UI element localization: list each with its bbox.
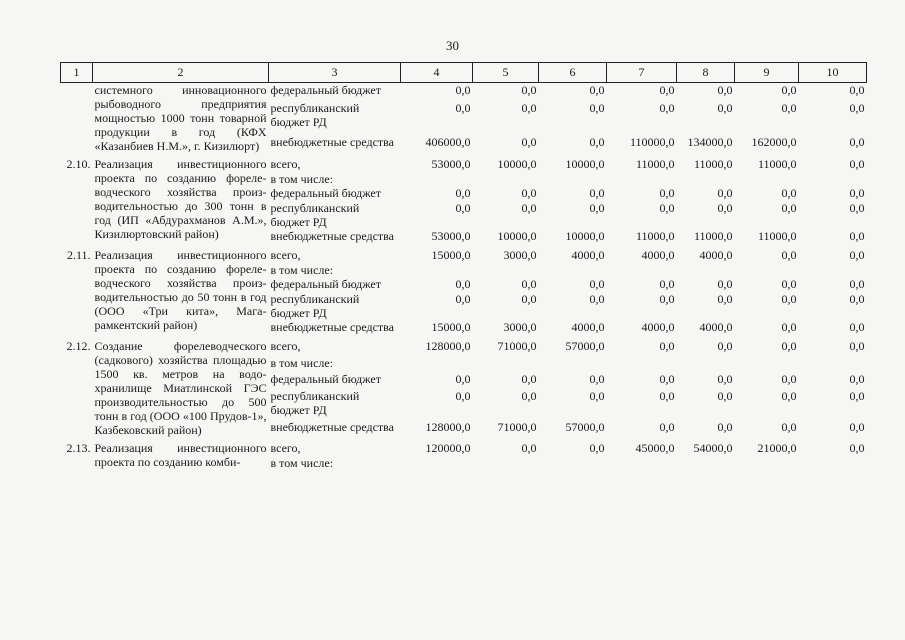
- amount-cell: 0,0: [521, 292, 537, 306]
- funding-source: в том числе:: [270, 355, 334, 370]
- amount-cell: 4000,0: [571, 320, 605, 334]
- amount-cell: 0,0: [717, 339, 733, 353]
- amount-cell: 10000,0: [497, 229, 537, 243]
- amount-cell: 0,0: [521, 134, 537, 149]
- funding-source: внебюджетные средства: [270, 229, 394, 243]
- amount-cell: [401, 456, 473, 470]
- amount-cell: 0,0: [589, 134, 605, 149]
- funding-source: республиканский бюджет РД: [270, 388, 360, 417]
- amount-cell: 0,0: [589, 371, 605, 386]
- amount-cell: [607, 356, 677, 372]
- header-row: [61, 63, 867, 83]
- amount-cell: 15000,0: [431, 248, 471, 262]
- amount-cell: 0,0: [781, 277, 797, 291]
- table-body: [61, 83, 867, 471]
- amount-cell: 0,0: [659, 388, 675, 403]
- amount-cell: 0,0: [521, 186, 537, 200]
- header-cell: 9: [735, 63, 799, 83]
- funding-source: всего,: [270, 339, 301, 353]
- amount-cell: 0,0: [849, 339, 865, 353]
- amount-cell: 11000,0: [635, 157, 675, 171]
- amount-cell: 0,0: [455, 292, 471, 306]
- funding-source: внебюджетные средства: [270, 134, 394, 149]
- amount-cell: 11000,0: [757, 229, 797, 243]
- amount-cell: 0,0: [849, 292, 865, 306]
- header-cell: 6: [539, 63, 607, 83]
- amount-cell: 0,0: [717, 277, 733, 291]
- amount-cell: 10000,0: [565, 229, 605, 243]
- amount-cell: 0,0: [781, 83, 797, 97]
- amount-cell: 0,0: [717, 186, 733, 200]
- amount-cell: 0,0: [455, 201, 471, 215]
- amount-cell: 0,0: [849, 320, 865, 334]
- amount-cell: 120000,0: [425, 441, 471, 455]
- amount-cell: 0,0: [455, 277, 471, 291]
- amount-cell: 53000,0: [431, 157, 471, 171]
- funding-source: в том числе:: [270, 456, 334, 470]
- amount-cell: [539, 172, 607, 186]
- amount-cell: 0,0: [521, 83, 537, 97]
- amount-cell: [735, 356, 799, 372]
- item-description: Создание форелеводческого (садкового) хозяйства площадью 1500 кв. метров на водохранилище Миатлинской ГЭС производительностью до 500 тонн в год (ООО «100 Прудов-1», Казбековский район): [94, 339, 267, 437]
- funding-source: всего,: [270, 248, 301, 262]
- amount-cell: 0,0: [849, 388, 865, 403]
- amount-cell: 3000,0: [503, 248, 537, 262]
- amount-cell: [735, 456, 799, 470]
- funding-source: федеральный бюджет: [270, 186, 381, 200]
- amount-cell: [607, 456, 677, 470]
- amount-cell: 0,0: [659, 101, 675, 116]
- amount-cell: 0,0: [717, 83, 733, 97]
- item-number: 2.12.: [66, 339, 91, 353]
- amount-cell: 162000,0: [751, 134, 797, 149]
- amount-cell: [539, 356, 607, 372]
- amount-cell: 0,0: [521, 388, 537, 403]
- amount-cell: 0,0: [781, 371, 797, 386]
- table-row: [61, 248, 867, 263]
- funding-source: федеральный бюджет: [270, 371, 381, 386]
- amount-cell: [539, 456, 607, 470]
- amount-cell: 0,0: [589, 277, 605, 291]
- amount-cell: 0,0: [717, 201, 733, 215]
- amount-cell: 0,0: [589, 201, 605, 215]
- amount-cell: 57000,0: [565, 420, 605, 435]
- amount-cell: [473, 172, 539, 186]
- table-row: [61, 339, 867, 356]
- amount-cell: [473, 456, 539, 470]
- header-cell: 1: [61, 63, 93, 83]
- amount-cell: [677, 172, 735, 186]
- amount-cell: 0,0: [717, 101, 733, 116]
- amount-cell: 11000,0: [693, 157, 733, 171]
- funding-source: в том числе:: [270, 263, 334, 277]
- amount-cell: 10000,0: [497, 157, 537, 171]
- amount-cell: [401, 356, 473, 372]
- amount-cell: 4000,0: [699, 320, 733, 334]
- amount-cell: 3000,0: [503, 320, 537, 334]
- table-header: [61, 63, 867, 83]
- amount-cell: 0,0: [589, 83, 605, 97]
- amount-cell: 10000,0: [565, 157, 605, 171]
- header-cell: 3: [269, 63, 401, 83]
- amount-cell: 0,0: [659, 371, 675, 386]
- amount-cell: [539, 263, 607, 277]
- header-cell: 10: [799, 63, 867, 83]
- amount-cell: 15000,0: [431, 320, 471, 334]
- amount-cell: 0,0: [521, 277, 537, 291]
- amount-cell: 0,0: [659, 292, 675, 306]
- funding-source: федеральный бюджет: [270, 83, 381, 97]
- amount-cell: 0,0: [659, 201, 675, 215]
- funding-source: внебюджетные средства: [270, 420, 394, 435]
- amount-cell: 11000,0: [757, 157, 797, 171]
- funding-source: всего,: [270, 441, 301, 455]
- amount-cell: [799, 172, 867, 186]
- funding-source: республиканский бюджет РД: [270, 201, 360, 229]
- amount-cell: 0,0: [717, 292, 733, 306]
- amount-cell: 53000,0: [431, 229, 471, 243]
- amount-cell: 0,0: [849, 277, 865, 291]
- amount-cell: 0,0: [589, 186, 605, 200]
- amount-cell: [607, 263, 677, 277]
- amount-cell: 0,0: [849, 134, 865, 149]
- header-cell: 2: [93, 63, 269, 83]
- amount-cell: [677, 356, 735, 372]
- funding-source: внебюджетные средства: [270, 320, 394, 334]
- amount-cell: 0,0: [589, 441, 605, 455]
- amount-cell: 0,0: [781, 388, 797, 403]
- budget-table-sheet: [60, 62, 866, 470]
- amount-cell: 0,0: [455, 101, 471, 116]
- amount-cell: [735, 172, 799, 186]
- amount-cell: [607, 172, 677, 186]
- amount-cell: 11000,0: [635, 229, 675, 243]
- amount-cell: 4000,0: [641, 320, 675, 334]
- amount-cell: 0,0: [589, 388, 605, 403]
- header-cell: 7: [607, 63, 677, 83]
- amount-cell: 0,0: [781, 320, 797, 334]
- amount-cell: 71000,0: [497, 420, 537, 435]
- amount-cell: 0,0: [849, 371, 865, 386]
- table-row: [61, 83, 867, 102]
- item-number: 2.10.: [66, 157, 91, 171]
- amount-cell: 0,0: [589, 292, 605, 306]
- amount-cell: 21000,0: [757, 441, 797, 455]
- amount-cell: 406000,0: [425, 134, 471, 149]
- amount-cell: 4000,0: [699, 248, 733, 262]
- amount-cell: 0,0: [521, 441, 537, 455]
- item-description: системного инновационного рыбоводного предприятия мощностью 1000 тонн товарной продукции в год (КФХ «Казанбиев Н.М.», г. Кизилюрт): [94, 83, 267, 153]
- amount-cell: 0,0: [849, 83, 865, 97]
- item-description: Реализация инвестиционного проекта по созданию форелеводческого хозяйства производительностью до 50 тонн в год (ООО «Три кита», Магарамкентский район): [94, 248, 267, 332]
- amount-cell: 110000,0: [629, 134, 675, 149]
- amount-cell: 0,0: [849, 186, 865, 200]
- amount-cell: 0,0: [659, 339, 675, 353]
- amount-cell: 0,0: [849, 157, 865, 171]
- amount-cell: 0,0: [781, 101, 797, 116]
- amount-cell: [735, 263, 799, 277]
- amount-cell: [799, 456, 867, 470]
- amount-cell: [677, 456, 735, 470]
- funding-source: в том числе:: [270, 172, 334, 186]
- amount-cell: 0,0: [521, 201, 537, 215]
- amount-cell: 0,0: [849, 420, 865, 435]
- amount-cell: [473, 263, 539, 277]
- table-row: [61, 157, 867, 172]
- amount-cell: 0,0: [781, 248, 797, 262]
- item-description: Реализация инвестиционного проекта по созданию форелеводческого хозяйства производительностью до 300 тонн в год (ИП «Абдурахманов А.М.», Кизилюртовский район): [94, 157, 267, 241]
- amount-cell: 54000,0: [693, 441, 733, 455]
- header-cell: 5: [473, 63, 539, 83]
- amount-cell: 0,0: [521, 101, 537, 116]
- page-number: 30: [446, 38, 459, 53]
- item-number: 2.13.: [66, 441, 91, 455]
- amount-cell: 0,0: [781, 201, 797, 215]
- budget-table: [60, 62, 867, 470]
- item-number: 2.11.: [66, 248, 91, 262]
- header-cell: 8: [677, 63, 735, 83]
- amount-cell: 0,0: [849, 201, 865, 215]
- amount-cell: [799, 356, 867, 372]
- funding-source: республиканский бюджет РД: [270, 292, 360, 320]
- amount-cell: 0,0: [455, 83, 471, 97]
- amount-cell: 0,0: [781, 420, 797, 435]
- amount-cell: 0,0: [781, 339, 797, 353]
- header-cell: 4: [401, 63, 473, 83]
- item-number: [61, 83, 93, 154]
- amount-cell: 0,0: [521, 371, 537, 386]
- amount-cell: 128000,0: [425, 339, 471, 353]
- table-row: [61, 441, 867, 456]
- amount-cell: 0,0: [849, 441, 865, 455]
- funding-source: всего,: [270, 157, 301, 171]
- amount-cell: 0,0: [717, 371, 733, 386]
- amount-cell: 0,0: [455, 371, 471, 386]
- amount-cell: 0,0: [849, 229, 865, 243]
- amount-cell: 0,0: [781, 186, 797, 200]
- amount-cell: 11000,0: [693, 229, 733, 243]
- amount-cell: [401, 263, 473, 277]
- amount-cell: 0,0: [717, 420, 733, 435]
- amount-cell: 128000,0: [425, 420, 471, 435]
- amount-cell: 45000,0: [635, 441, 675, 455]
- amount-cell: 4000,0: [571, 248, 605, 262]
- amount-cell: 0,0: [659, 83, 675, 97]
- amount-cell: [799, 263, 867, 277]
- amount-cell: 0,0: [589, 101, 605, 116]
- amount-cell: 4000,0: [641, 248, 675, 262]
- amount-cell: [473, 356, 539, 372]
- amount-cell: 0,0: [849, 101, 865, 116]
- amount-cell: 134000,0: [687, 134, 733, 149]
- amount-cell: 0,0: [455, 388, 471, 403]
- amount-cell: 0,0: [849, 248, 865, 262]
- amount-cell: 0,0: [659, 420, 675, 435]
- funding-source: федеральный бюджет: [270, 277, 381, 291]
- amount-cell: 0,0: [659, 277, 675, 291]
- item-description: Реализация инвестиционного проекта по созданию комби-: [94, 441, 267, 469]
- amount-cell: 71000,0: [497, 339, 537, 353]
- amount-cell: 57000,0: [565, 339, 605, 353]
- amount-cell: 0,0: [659, 186, 675, 200]
- amount-cell: [401, 172, 473, 186]
- funding-source: республиканский бюджет РД: [270, 101, 360, 130]
- amount-cell: 0,0: [455, 186, 471, 200]
- amount-cell: [677, 263, 735, 277]
- amount-cell: 0,0: [717, 388, 733, 403]
- amount-cell: 0,0: [781, 292, 797, 306]
